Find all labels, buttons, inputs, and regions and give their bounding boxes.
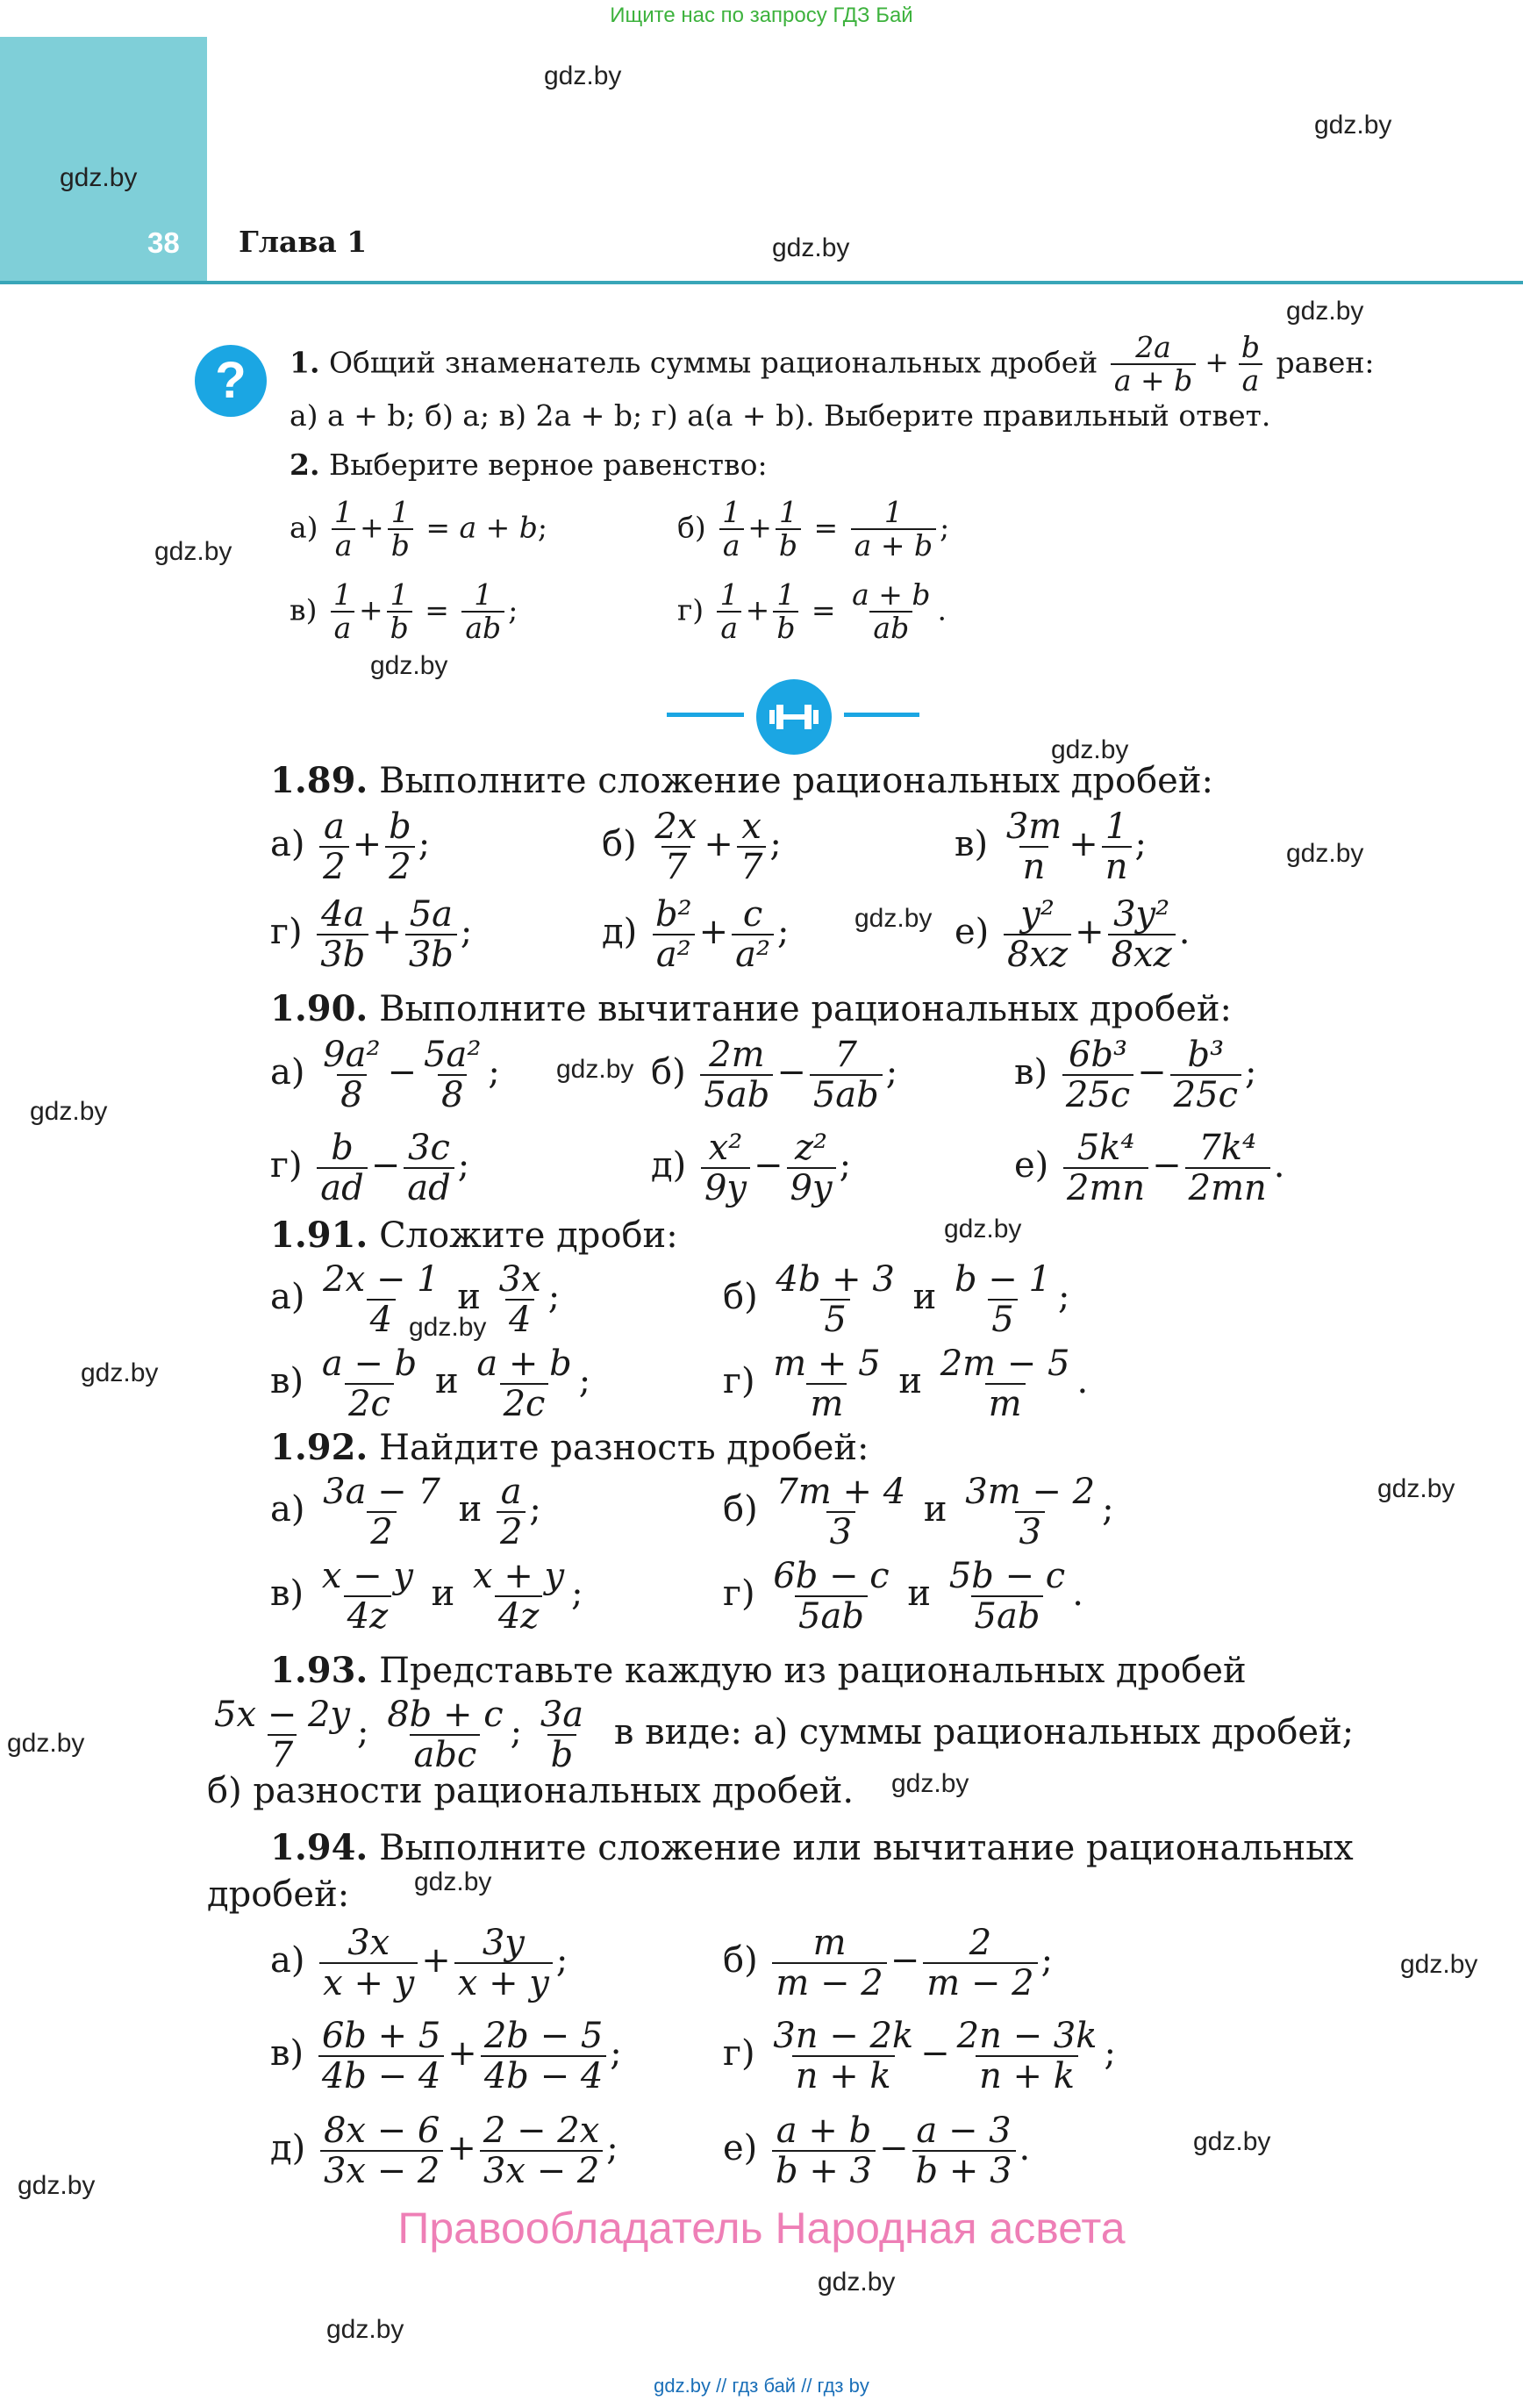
watermark: gdz.by [1377, 1474, 1455, 1503]
watermark: gdz.by [818, 2268, 896, 2297]
problem-number: 1.93. [270, 1650, 368, 1691]
question-1: 1. Общий знаменатель суммы рациональных дробей $\frac{2a}{a + b}$ + $\frac{b}{a}$ равен: [290, 330, 1375, 398]
problem-number: 1.94. [270, 1827, 368, 1868]
watermark: gdz.by [30, 1097, 108, 1126]
problem-1-94-line2: дробей: [207, 1874, 350, 1915]
problem-1-89-a: а) $\frac{a}{2}$ + $\frac{b}{2}$ ; [270, 806, 431, 887]
problem-1-92-b: б) $\frac{7m + 4}{3}$ и $\frac{3m - 2}{3}$ ; [723, 1472, 1114, 1552]
watermark: gdz.by [18, 2171, 96, 2200]
watermark: gdz.by [1051, 735, 1129, 764]
problem-text: Представьте каждую из рациональных дробей [379, 1651, 1247, 1691]
question-1-answers: а) a + b; б) a; в) 2a + b; г) a(a + b). Выберите правильный ответ. [290, 398, 1271, 433]
header-rule [0, 281, 1523, 284]
watermark: gdz.by [854, 904, 933, 933]
watermark: gdz.by [1193, 2127, 1271, 2156]
watermark: gdz.by [81, 1358, 159, 1387]
problem-1-90-g: г) $\frac{b}{ad}$ − $\frac{3c}{ad}$ ; [270, 1128, 470, 1208]
problem-1-91-a: а) $\frac{2x - 1}{4}$ и $\frac{3x}{4}$ ; [270, 1259, 561, 1340]
watermark: gdz.by [154, 537, 232, 566]
problem-text: Найдите разность дробей: [379, 1428, 869, 1468]
problem-1-94-a: а) $\frac{3x}{x + y}$ + $\frac{3y}{x + y}$ ; [270, 1923, 568, 2003]
question-2-number: 2. [290, 448, 320, 482]
bottom-links[interactable]: gdz.by // гдз бай // гдз by [654, 2375, 869, 2397]
copyright-notice: Правообладатель Народная асвета [397, 2204, 1126, 2253]
watermark: gdz.by [1286, 839, 1364, 868]
watermark: gdz.by [544, 61, 622, 90]
watermark: gdz.by [1400, 1950, 1478, 1979]
q2-option-a: а) $\frac{1}{a}$ + $\frac{1}{b}$ = a + b; [290, 495, 548, 563]
problem-1-92-v: в) $\frac{x - y}{4z}$ и $\frac{x + y}{4z}$ ; [270, 1556, 583, 1637]
problem-1-90-v: в) $\frac{\text{6b³}}{25c}$ − $\frac{\text{b³}}{25c}$ ; [1014, 1035, 1257, 1115]
watermark: gdz.by [772, 233, 850, 262]
problem-1-93-line1 [270, 1650, 1377, 1691]
watermark: gdz.by [944, 1215, 1022, 1243]
problem-1-89-b: б) $\frac{2x}{7}$ + $\frac{x}{7}$ ; [602, 806, 782, 887]
problem-1-89-e: е) $\frac{\text{y²}}{8xz}$ + $\frac{\text{3y²}}{8xz}$ . [955, 894, 1191, 975]
top-banner: Ищите нас по запросу ГДЗ Бай [610, 4, 913, 27]
watermark: gdz.by [1286, 297, 1364, 326]
problem-1-91-g: г) $\frac{m + 5}{m}$ и $\frac{2m - 5}{m}$ . [723, 1344, 1089, 1424]
watermark: gdz.by [409, 1313, 487, 1342]
problem-1-91-v: в) $\frac{a - b}{2c}$ и $\frac{a + b}{2c}$ ; [270, 1344, 591, 1424]
problem-number: 1.90. [270, 988, 368, 1029]
question-icon: ? [195, 345, 267, 417]
dumbbell-icon [756, 679, 832, 755]
page-number: 38 [147, 226, 180, 259]
problem-1-93-fractions: $\frac{5x - 2y}{7}$ ; $\frac{8b + c}{\text{abc}}$ ; $\frac{3a}{b}$ в виде: а) суммы рациональных дробей; [214, 1695, 1355, 1775]
watermark: gdz.by [60, 163, 138, 192]
watermark: gdz.by [414, 1867, 492, 1896]
problem-1-94-b: б) $\frac{m}{m - 2}$ − $\frac{2}{m - 2}$ ; [723, 1923, 1054, 2003]
watermark: gdz.by [556, 1055, 634, 1084]
problem-1-94-e: е) $\frac{a + b}{b + 3}$ − $\frac{a - 3}{b + 3}$ . [723, 2111, 1031, 2191]
watermark: gdz.by [7, 1729, 85, 1758]
problem-1-94-g: г) $\frac{3n - 2k}{n + k}$ − $\frac{2n - 3k}{n + k}$ ; [723, 2016, 1116, 2096]
divider-line-right [844, 713, 919, 717]
question-1-number: 1. [290, 345, 320, 380]
question-2 [290, 448, 768, 482]
problem-1-93-line3: б) разности рациональных дробей. [207, 1771, 854, 1811]
problem-text: Выполните сложение или вычитание рациональных [379, 1828, 1354, 1868]
problem-1-92-a: а) $\frac{3a - 7}{2}$ и $\frac{a}{2}$ ; [270, 1472, 541, 1552]
problem-1-94-line1 [270, 1827, 1354, 1868]
question-1-text: Общий знаменатель суммы рациональных дробей [328, 345, 1098, 380]
watermark: gdz.by [326, 2315, 404, 2344]
divider-line-left [667, 713, 744, 717]
problem-1-92-g: г) $\frac{6b - c}{5ab}$ и $\frac{5b - c}{5ab}$ . [723, 1556, 1083, 1637]
problem-1-91-heading [270, 1215, 678, 1256]
problem-1-90-b: б) $\frac{2m}{5ab}$ − $\frac{7}{5ab}$ ; [651, 1035, 898, 1115]
problem-1-89-d: д) $\frac{\text{b²}}{\text{a²}}$ + $\frac{c}{\text{a²}}$ ; [602, 894, 790, 975]
problem-1-89-v: в) $\frac{3m}{n}$ + $\frac{1}{n}$ ; [955, 806, 1147, 887]
q2-option-b: б) $\frac{1}{a}$ + $\frac{1}{b}$ = $\frac{1}{a + b}$ ; [677, 495, 950, 563]
problem-text: в виде: а) суммы рациональных дробей; [613, 1712, 1355, 1752]
watermark: gdz.by [1314, 111, 1392, 140]
problem-1-90-e: е) $\frac{\text{5k⁴}}{2mn}$ − $\frac{\text{7k⁴}}{2mn}$ . [1014, 1128, 1285, 1208]
problem-1-94-v: в) $\frac{6b + 5}{4b - 4}$ + $\frac{2b - 5}{4b - 4}$ ; [270, 2016, 622, 2096]
q2-option-g: г) $\frac{1}{a}$ + $\frac{1}{b}$ = $\frac{a + b}{ab}$ . [677, 577, 947, 646]
problem-1-91-b: б) $\frac{4b + 3}{5}$ и $\frac{b - 1}{5}$ ; [723, 1259, 1070, 1340]
problem-1-90-heading [270, 988, 1232, 1029]
problem-1-94-d: д) $\frac{8x - 6}{3x - 2}$ + $\frac{2 - 2x}{3x - 2}$ ; [270, 2111, 618, 2191]
problem-number: 1.91. [270, 1215, 368, 1256]
q2-option-v: в) $\frac{1}{a}$ + $\frac{1}{b}$ = $\frac{1}{ab}$ ; [290, 577, 518, 646]
problem-text: Сложите дроби: [379, 1215, 678, 1256]
problem-number: 1.92. [270, 1427, 368, 1468]
problem-1-92-heading [270, 1427, 869, 1468]
question-1-tail: равен: [1276, 345, 1375, 380]
problem-1-90-d: д) $\frac{\text{x²}}{9y}$ − $\frac{\text{z²}}{9y}$ ; [651, 1128, 852, 1208]
problem-number: 1.89. [270, 760, 368, 801]
problem-text: Выполните сложение рациональных дробей: [379, 761, 1213, 801]
problem-1-89-g: г) $\frac{4a}{3b}$ + $\frac{5a}{3b}$ ; [270, 894, 473, 975]
problem-text: Выполните вычитание рациональных дробей: [379, 989, 1233, 1029]
problem-1-89-heading [270, 760, 1213, 801]
question-2-text: Выберите верное равенство: [328, 448, 768, 482]
watermark: gdz.by [891, 1769, 969, 1798]
chapter-title: Глава 1 [239, 225, 368, 259]
watermark: gdz.by [370, 651, 448, 680]
problem-1-90-a: а) $\frac{\text{9a²}}{8}$ − $\frac{\text{5a²}}{8}$ ; [270, 1035, 500, 1115]
